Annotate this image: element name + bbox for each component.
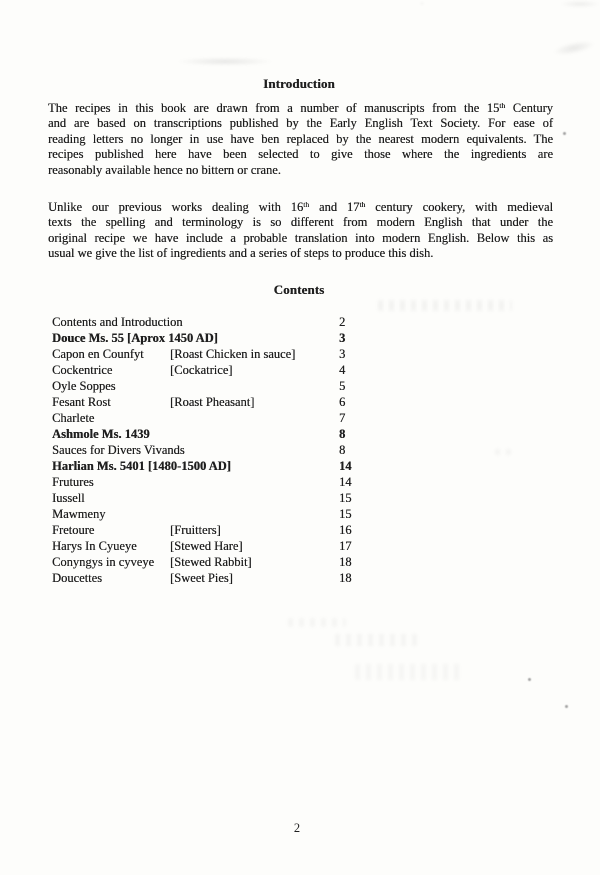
toc-entry-name: Fretoure xyxy=(52,523,95,537)
toc-entry-name: Conyngys in cyveye xyxy=(52,555,155,569)
toc-row xyxy=(52,538,552,554)
scan-artifact xyxy=(378,300,512,311)
paragraph-line xyxy=(48,215,553,230)
toc-entry-translation: [Sweet Pies] xyxy=(170,571,233,585)
paragraph-line xyxy=(48,132,553,147)
toc-entry-page: 7 xyxy=(339,411,346,425)
scan-artifact xyxy=(560,0,600,8)
scan-artifact xyxy=(528,678,531,681)
toc-row xyxy=(52,314,552,330)
scan-artifact xyxy=(177,57,273,66)
paragraph-line xyxy=(48,246,553,261)
text-segment: reasonably available hence no bittern or crane. xyxy=(48,162,281,177)
scan-artifact xyxy=(288,618,346,627)
toc-entry-translation: [Stewed Hare] xyxy=(170,539,243,553)
text-segment: recipes published here have been selected to give those where the ingredients are xyxy=(48,147,553,162)
ordinal-superscript: th xyxy=(303,200,310,209)
text-segment: usual we give the list of ingredients and a series of steps to produce this dish. xyxy=(48,246,434,261)
toc-row xyxy=(52,570,552,586)
toc-entry-name: Doucettes xyxy=(52,571,102,585)
toc-entry-name: Contents and Introduction xyxy=(52,315,183,329)
toc-row xyxy=(52,474,552,490)
paragraph-line xyxy=(48,116,553,131)
toc-row xyxy=(52,506,552,522)
text-segment: The recipes in this book are drawn from a number of manuscripts from the 15 xyxy=(48,101,500,115)
text-segment: century cookery, with medieval xyxy=(365,200,553,214)
toc-entry-name: Douce Ms. 55 [Aprox 1450 AD] xyxy=(52,331,218,345)
table-of-contents xyxy=(52,314,552,586)
toc-entry-translation: [Stewed Rabbit] xyxy=(170,555,252,569)
toc-row xyxy=(52,346,552,362)
toc-entry-page: 14 xyxy=(339,475,352,489)
scan-artifact xyxy=(355,664,465,680)
toc-entry-page: 6 xyxy=(339,395,346,409)
ordinal-superscript: th xyxy=(499,101,506,110)
toc-entry-name: Cockentrice xyxy=(52,363,113,377)
toc-entry-name: Charlete xyxy=(52,411,95,425)
toc-entry-name: Oyle Soppes xyxy=(52,379,116,393)
toc-entry-page: 15 xyxy=(339,491,352,505)
contents-heading: Contents xyxy=(273,282,325,297)
intro-paragraph-2 xyxy=(48,200,553,262)
toc-entry-name: Sauces for Divers Vivands xyxy=(52,443,185,457)
page-number: 2 xyxy=(293,821,301,835)
toc-entry-page: 8 xyxy=(339,443,346,457)
toc-entry-name: Frutures xyxy=(52,475,94,489)
toc-entry-page: 18 xyxy=(339,571,352,585)
paragraph-line xyxy=(48,231,553,246)
toc-entry-page: 4 xyxy=(339,363,346,377)
toc-entry-page: 14 xyxy=(339,459,352,473)
toc-entry-translation: [Cockatrice] xyxy=(170,363,233,377)
toc-entry-page: 3 xyxy=(339,331,346,345)
toc-entry-name: Iussell xyxy=(52,491,85,505)
scan-artifact xyxy=(565,705,568,708)
toc-entry-name: Harys In Cyueye xyxy=(52,539,137,553)
text-segment: reading letters no longer in use have ben replaced by the nearest modern equivalents. The xyxy=(48,131,553,146)
toc-row xyxy=(52,442,552,458)
text-segment: texts the spelling and terminology is so different from modern English that under the xyxy=(48,215,553,230)
text-segment: and 17 xyxy=(309,200,360,214)
paragraph-line xyxy=(48,147,553,162)
toc-entry-translation: [Fruitters] xyxy=(170,523,221,537)
toc-entry-page: 2 xyxy=(339,315,346,329)
toc-row xyxy=(52,458,552,474)
toc-entry-name: Harlian Ms. 5401 [1480-1500 AD] xyxy=(52,459,231,473)
intro-paragraph-1 xyxy=(48,101,553,178)
toc-entry-page: 18 xyxy=(339,555,352,569)
toc-row xyxy=(52,490,552,506)
toc-entry-page: 5 xyxy=(339,379,346,393)
toc-row xyxy=(52,394,552,410)
toc-entry-name: Fesant Rost xyxy=(52,395,111,409)
toc-entry-page: 16 xyxy=(339,523,352,537)
toc-row xyxy=(52,522,552,538)
text-segment: Unlike our previous works dealing with 16 xyxy=(48,200,304,214)
paragraph-line xyxy=(48,163,553,178)
scan-artifact xyxy=(335,634,417,646)
toc-entry-page: 8 xyxy=(339,427,346,441)
text-segment: and are based on transcriptions published by the Early English Text Society. For ease of xyxy=(48,116,553,131)
toc-entry-name: Mawmeny xyxy=(52,507,106,521)
toc-row xyxy=(52,330,552,346)
toc-row xyxy=(52,410,552,426)
toc-row xyxy=(52,426,552,442)
toc-entry-name: Capon en Counfyt xyxy=(52,347,144,361)
text-segment: original recipe we have include a probable translation into modern English. Below this as xyxy=(48,230,553,245)
toc-row xyxy=(52,554,552,570)
scan-artifact xyxy=(420,2,424,5)
toc-entry-translation: [Roast Pheasant] xyxy=(170,395,255,409)
toc-entry-translation: [Roast Chicken in sauce] xyxy=(170,347,296,361)
toc-row xyxy=(52,362,552,378)
text-segment: Century xyxy=(505,101,553,115)
toc-row xyxy=(52,378,552,394)
toc-entry-page: 3 xyxy=(339,347,346,361)
paragraph-line xyxy=(48,101,553,116)
toc-entry-name: Ashmole Ms. 1439 xyxy=(52,427,150,441)
toc-entry-page: 17 xyxy=(339,539,352,553)
scan-artifact xyxy=(552,38,596,58)
toc-entry-page: 15 xyxy=(339,507,352,521)
introduction-heading: Introduction xyxy=(263,76,335,91)
paragraph-line xyxy=(48,200,553,215)
scan-artifact xyxy=(563,132,566,135)
ordinal-superscript: th xyxy=(359,200,366,209)
